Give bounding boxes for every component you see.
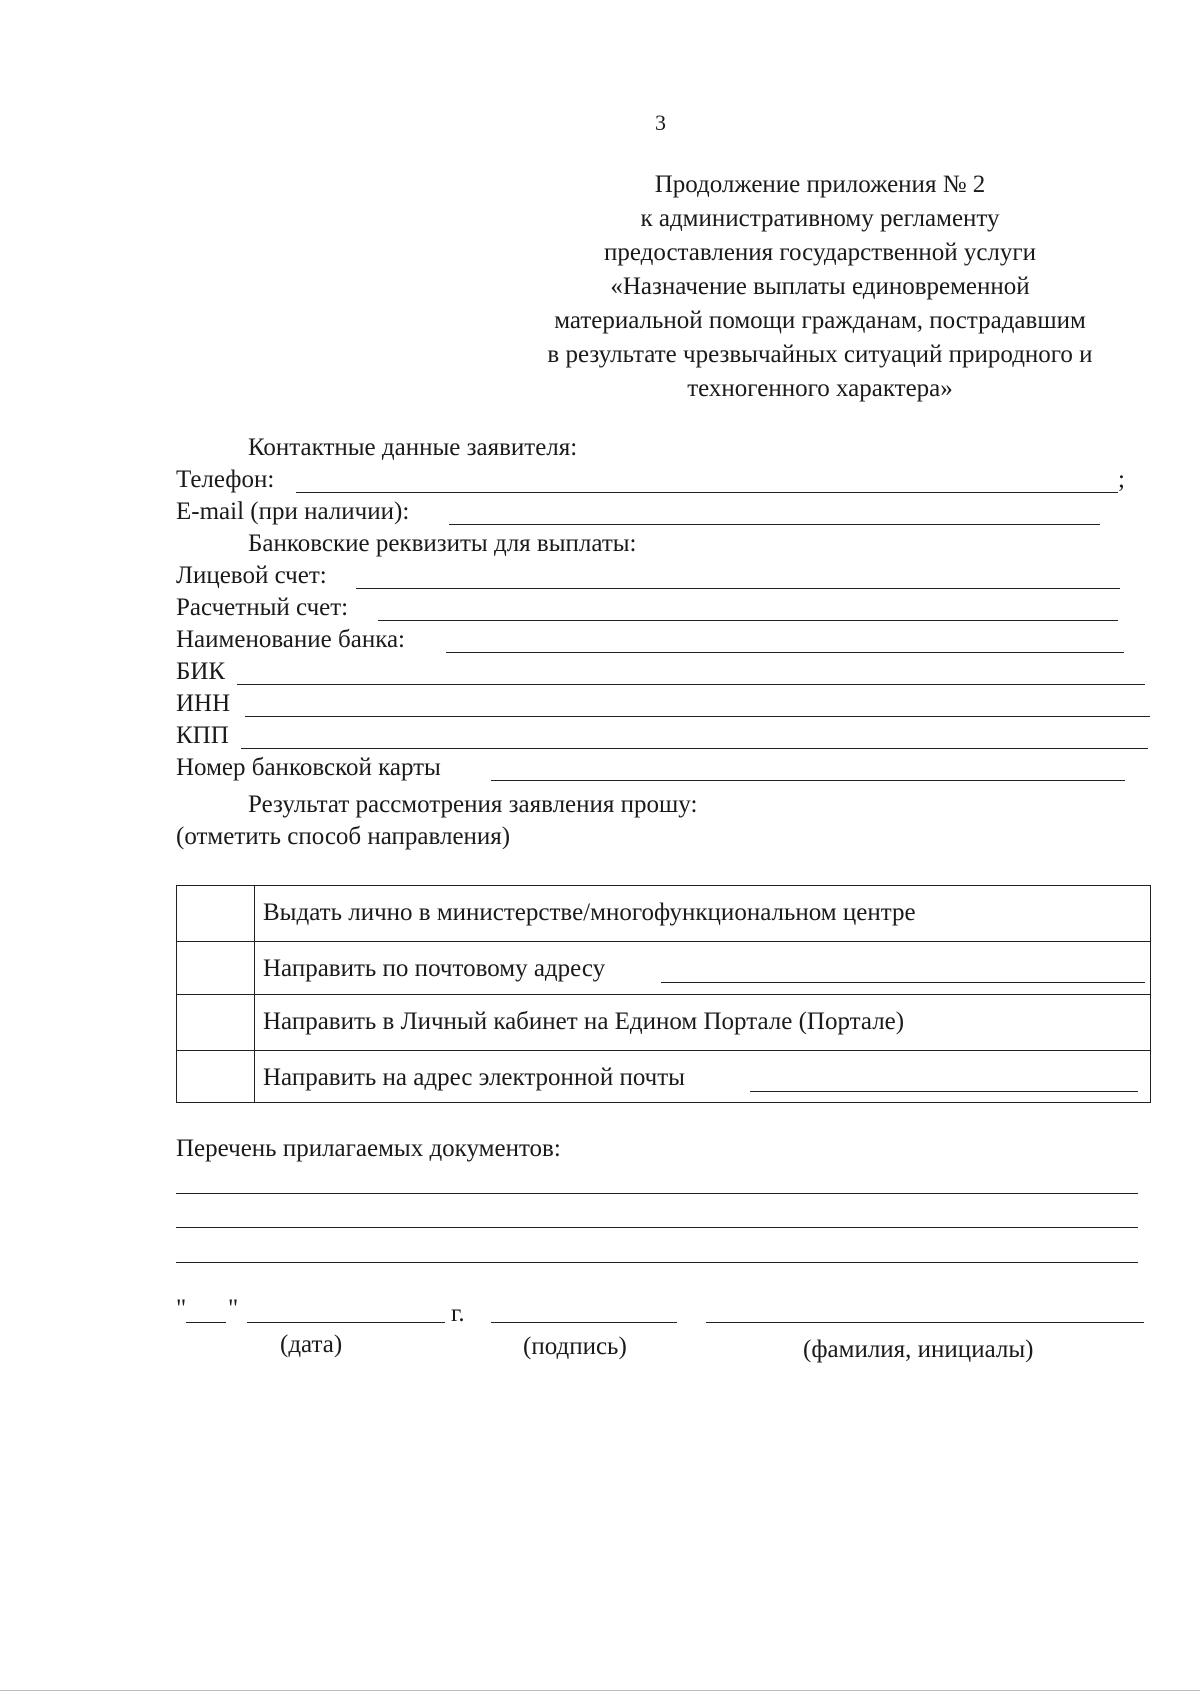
- full-name-field[interactable]: [706, 1322, 1144, 1323]
- appendix-line: «Назначение выплаты единовременной: [610, 273, 1030, 300]
- personal-account-field[interactable]: [356, 588, 1120, 589]
- date-quote-open: ": [176, 1295, 187, 1322]
- appendix-line: к административному регламенту: [640, 205, 1000, 232]
- bank-name-field[interactable]: [446, 652, 1124, 653]
- date-quote-close: ": [228, 1295, 239, 1322]
- appendix-line: Продолжение приложения № 2: [654, 171, 986, 198]
- option-checkbox[interactable]: [177, 995, 255, 1050]
- settlement-account-field[interactable]: [378, 620, 1118, 621]
- option-label: Направить по почтовому адресу: [263, 955, 606, 982]
- email-delivery-field[interactable]: [750, 1091, 1138, 1092]
- card-number-field[interactable]: [491, 780, 1125, 781]
- bank-heading: Банковские реквизиты для выплаты:: [248, 530, 637, 557]
- appendix-line: материальной помощи гражданам, пострадавшим: [554, 307, 1086, 334]
- option-row: [177, 995, 1150, 1051]
- phone-field[interactable]: [296, 492, 1118, 493]
- option-row: [177, 942, 1150, 995]
- appendix-header: [470, 168, 1170, 406]
- option-label: Выдать лично в министерстве/многофункциональном центре: [263, 899, 916, 926]
- email-label: E-mail (при наличии):: [176, 498, 410, 525]
- personal-account-label: Лицевой счет:: [176, 562, 327, 589]
- name-caption: (фамилия, инициалы): [803, 1336, 1034, 1363]
- kpp-label: КПП: [176, 722, 229, 749]
- documents-line[interactable]: [176, 1227, 1138, 1228]
- phone-semicolon: ;: [1118, 466, 1125, 493]
- year-suffix: г.: [451, 1300, 465, 1327]
- option-label: Направить на адрес электронной почты: [263, 1064, 685, 1091]
- option-row: [177, 886, 1150, 942]
- signature-field[interactable]: [491, 1322, 677, 1323]
- contacts-heading: Контактные данные заявителя:: [248, 434, 578, 461]
- email-field[interactable]: [449, 524, 1100, 525]
- appendix-line: в результате чрезвычайных ситуаций природного и: [547, 341, 1093, 368]
- option-label: Направить в Личный кабинет на Едином Портале (Портале): [263, 1008, 905, 1035]
- phone-label: Телефон:: [176, 466, 275, 493]
- inn-label: ИНН: [176, 690, 231, 717]
- result-heading: Результат рассмотрения заявления прошу:: [248, 791, 698, 818]
- appendix-line: предоставления государственной услуги: [603, 239, 1037, 266]
- option-row: [177, 1051, 1150, 1102]
- page-bottom-rule: [0, 1690, 1200, 1691]
- documents-line[interactable]: [176, 1193, 1138, 1194]
- option-checkbox[interactable]: [177, 1051, 255, 1102]
- date-day-field[interactable]: [186, 1322, 226, 1323]
- page-number: 3: [655, 110, 666, 135]
- bik-field[interactable]: [237, 684, 1145, 685]
- signature-caption: (подпись): [523, 1333, 627, 1360]
- inn-field[interactable]: [245, 716, 1150, 717]
- date-caption: (дата): [280, 1331, 343, 1358]
- bik-label: БИК: [176, 658, 226, 685]
- settlement-account-label: Расчетный счет:: [176, 594, 349, 621]
- documents-line[interactable]: [176, 1262, 1138, 1263]
- kpp-field[interactable]: [241, 748, 1148, 749]
- result-subheading: (отметить способ направления): [176, 823, 511, 850]
- documents-heading: Перечень прилагаемых документов:: [176, 1135, 561, 1162]
- card-number-label: Номер банковской карты: [176, 754, 441, 781]
- bank-name-label: Наименование банка:: [176, 626, 406, 653]
- delivery-options-table: [176, 885, 1151, 1103]
- date-month-field[interactable]: [247, 1322, 445, 1323]
- option-checkbox[interactable]: [177, 886, 255, 941]
- option-checkbox[interactable]: [177, 942, 255, 994]
- postal-address-field[interactable]: [661, 982, 1145, 983]
- appendix-line: техногенного характера»: [687, 375, 953, 402]
